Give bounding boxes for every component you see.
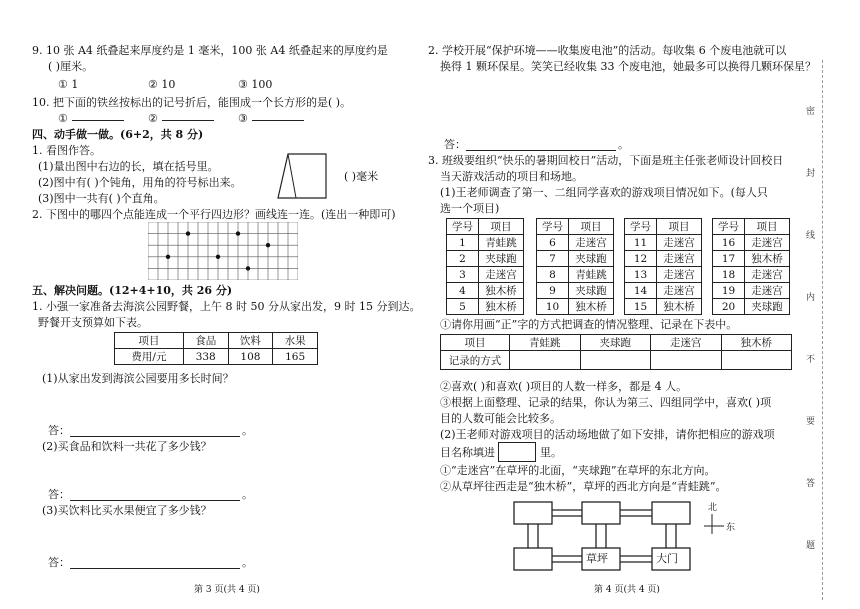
survey-cell: 19	[713, 283, 745, 299]
survey-cell: 4	[447, 283, 479, 299]
q9-option-1: ① 1	[58, 78, 79, 91]
survey-cell: 走迷宫	[657, 283, 702, 299]
survey-cell: 独木桥	[479, 283, 524, 299]
record-input-cell[interactable]	[651, 351, 722, 370]
answer-period-3: 。	[242, 556, 253, 569]
budget-header-cell: 水果	[273, 333, 318, 349]
survey-cell: 15	[625, 299, 657, 315]
answer-period-2: 。	[242, 488, 253, 501]
r-q3-line3: (1)王老师调查了第一、二组同学喜欢的游戏项目情况如下。(每人只	[440, 186, 768, 199]
budget-header-cell: 项目	[115, 333, 184, 349]
r-q3-c2: ②喜欢( )和喜欢( )项目的人数一样多，都是 4 人。	[440, 380, 688, 393]
survey-table	[536, 218, 614, 315]
trapezoid-figure	[276, 150, 338, 204]
s4-q1: 1. 看图作答。	[32, 144, 101, 157]
record-input-cell[interactable]	[580, 351, 651, 370]
survey-header-cell: 学号	[537, 219, 569, 235]
r-q2-line1: 2. 学校开展“保护环境——收集废电池”的活动。每收集 6 个废电池就可以	[428, 44, 787, 57]
grid-point[interactable]	[266, 243, 270, 247]
survey-cell: 1	[447, 235, 479, 251]
binding-margin-char: 答	[806, 479, 816, 489]
record-label-cell: 记录的方式	[441, 351, 510, 370]
survey-cell: 走迷宫	[745, 267, 790, 283]
s4-q1c: (3)图中一共有( )个直角。	[38, 192, 165, 205]
survey-header-cell: 项目	[569, 219, 614, 235]
record-header-cell: 独木桥	[721, 335, 792, 351]
survey-table	[712, 218, 790, 315]
survey-cell: 青蛙跳	[569, 267, 614, 283]
right-footer: 第 4 页(共 4 页)	[594, 585, 660, 595]
budget-header-cell: 食品	[183, 333, 228, 349]
s4-q2: 2. 下图中的哪四个点能连成一个平行四边形？画线连一连。(连出一种即可)	[32, 208, 396, 221]
survey-cell: 夹球跑	[569, 251, 614, 267]
venue-map	[488, 500, 728, 580]
binding-margin-line	[822, 60, 824, 600]
budget-cell: 165	[273, 349, 318, 365]
survey-cell: 8	[537, 267, 569, 283]
survey-cell: 走迷宫	[569, 235, 614, 251]
r-q3-p2c: 里。	[540, 446, 562, 459]
budget-cell: 338	[183, 349, 228, 365]
r-q3-c3a: ③根据上面整理、记录的结果，你认为第三、四组同学中，喜欢( )项	[440, 396, 772, 409]
survey-header-cell: 学号	[447, 219, 479, 235]
survey-cell: 11	[625, 235, 657, 251]
binding-margin-char: 封	[806, 169, 816, 179]
r-q3-line2: 当天游戏活动的项目和场地。	[440, 170, 583, 183]
grid-point[interactable]	[246, 266, 250, 270]
q9-text: 9. 10 张 A4 纸叠起来厚度约是 1 毫米，100 张 A4 纸叠起来的厚度约是	[32, 44, 388, 57]
survey-header-cell: 学号	[713, 219, 745, 235]
answer-line-3	[70, 568, 240, 569]
survey-cell: 夹球跑	[569, 283, 614, 299]
r-q3-p2a: (2)王老师对游戏项目的活动场地做了如下安排，请你把相应的游戏项	[440, 428, 775, 441]
survey-cell: 6	[537, 235, 569, 251]
answer-period-1: 。	[242, 424, 253, 437]
survey-cell: 青蛙跳	[479, 235, 524, 251]
survey-cell: 3	[447, 267, 479, 283]
survey-cell: 10	[537, 299, 569, 315]
survey-cell: 17	[713, 251, 745, 267]
record-table	[440, 334, 792, 370]
wire-3	[252, 120, 304, 121]
answer-label-2: 答：	[48, 488, 70, 501]
survey-cell: 12	[625, 251, 657, 267]
record-header-cell: 走迷宫	[651, 335, 722, 351]
q10-option-3: ③	[238, 112, 248, 125]
r-q3-line4: 选一个项目)	[440, 202, 500, 215]
budget-cell: 108	[228, 349, 273, 365]
budget-cell: 费用/元	[115, 349, 184, 365]
survey-cell: 走迷宫	[657, 235, 702, 251]
r-q2-answer-period: 。	[618, 138, 629, 151]
section-4-title: 四、动手做一做。(6+2，共 8 分)	[32, 128, 204, 141]
survey-header-cell: 学号	[625, 219, 657, 235]
answer-label-1: 答：	[48, 424, 70, 437]
r-q3-c3b: 目的人数可能会比较多。	[440, 412, 561, 425]
survey-cell: 20	[713, 299, 745, 315]
survey-cell: 独木桥	[479, 299, 524, 315]
answer-line-1	[70, 436, 240, 437]
survey-cell: 9	[537, 283, 569, 299]
s5-sub2: (2)买食品和饮料一共花了多少钱？	[42, 440, 212, 453]
survey-header-cell: 项目	[479, 219, 524, 235]
binding-margin-char: 密	[806, 107, 816, 117]
q10-option-1: ①	[58, 112, 68, 125]
r-q2-answer-line	[466, 150, 616, 151]
survey-cell: 2	[447, 251, 479, 267]
survey-cell: 13	[625, 267, 657, 283]
binding-margin-char: 要	[806, 417, 816, 427]
r-q3-line1: 3. 班级要组织“快乐的暑期回校日”活动，下面是班主任张老师设计回校日	[428, 154, 784, 167]
record-input-cell[interactable]	[721, 351, 792, 370]
q9-option-3: ③ 100	[238, 78, 273, 91]
wire-2	[162, 120, 214, 121]
survey-cell: 7	[537, 251, 569, 267]
r-q3-c1: ①请你用画“正”字的方式把调查的情况整理、记录在下表中。	[440, 318, 738, 331]
grid-point[interactable]	[166, 255, 170, 259]
grid-point[interactable]	[216, 255, 220, 259]
dot-grid	[148, 222, 298, 280]
record-input-cell[interactable]	[510, 351, 581, 370]
r-q2-answer-label: 答：	[444, 138, 466, 151]
grid-point[interactable]	[186, 231, 190, 235]
s5-sub3: (3)买饮料比买水果便宜了多少钱？	[42, 504, 212, 517]
map-gate-label: 大门	[656, 552, 678, 565]
survey-cell: 5	[447, 299, 479, 315]
example-fill-box	[498, 442, 536, 462]
binding-margin-char: 不	[806, 355, 816, 365]
section-5-title: 五、解决问题。(12+4+10，共 26 分)	[32, 284, 233, 297]
r-q3-d1: ①“走迷宫”在草坪的北面，“夹球跑”在草坪的东北方向。	[440, 464, 716, 477]
survey-header-cell: 项目	[657, 219, 702, 235]
budget-header-cell: 饮料	[228, 333, 273, 349]
survey-cell: 夹球跑	[479, 251, 524, 267]
s5-q1: 1. 小强一家准备去海滨公园野餐，上午 8 时 50 分从家出发，9 时 15 分到达。	[32, 300, 421, 313]
q9-option-2: ② 10	[148, 78, 176, 91]
answer-line-2	[70, 500, 240, 501]
survey-cell: 14	[625, 283, 657, 299]
survey-cell: 走迷宫	[745, 235, 790, 251]
survey-cell: 16	[713, 235, 745, 251]
record-header-cell: 夹球跑	[580, 335, 651, 351]
compass-east: 东	[726, 523, 736, 533]
budget-table	[114, 332, 318, 365]
r-q2-line2: 换得 1 颗环保星。笑笑已经收集 33 个废电池，她最多可以换得几颗环保星？	[440, 60, 816, 73]
wire-1	[72, 120, 124, 121]
survey-cell: 走迷宫	[657, 267, 702, 283]
binding-margin-char: 内	[806, 293, 816, 303]
answer-label-3: 答：	[48, 556, 70, 569]
record-header-cell: 项目	[441, 335, 510, 351]
left-footer: 第 3 页(共 4 页)	[194, 585, 260, 595]
survey-table	[446, 218, 524, 315]
survey-cell: 走迷宫	[479, 267, 524, 283]
survey-cell: 独木桥	[569, 299, 614, 315]
r-q3-d2: ②从草坪往西走是“独木桥”，草坪的西北方向是“青蛙跳”。	[440, 480, 727, 493]
record-header-cell: 青蛙跳	[510, 335, 581, 351]
survey-cell: 走迷宫	[745, 283, 790, 299]
q10-text: 10. 把下面的铁丝按标出的记号折后，能围成一个长方形的是( )。	[32, 96, 352, 109]
survey-cell: 18	[713, 267, 745, 283]
survey-header-cell: 项目	[745, 219, 790, 235]
r-q3-p2b: 目名称填进	[440, 446, 495, 459]
survey-cell: 独木桥	[745, 251, 790, 267]
survey-cell: 走迷宫	[657, 251, 702, 267]
map-lawn-label: 草坪	[586, 552, 608, 565]
grid-point[interactable]	[236, 231, 240, 235]
survey-table	[624, 218, 702, 315]
q10-option-2: ②	[148, 112, 158, 125]
s4-q1-unit: ( )毫米	[344, 170, 379, 183]
survey-cell: 独木桥	[657, 299, 702, 315]
compass-north: 北	[708, 503, 718, 513]
s4-q1b: (2)图中有( )个钝角，用角的符号标出来。	[38, 176, 242, 189]
s5-sub1: (1)从家出发到海滨公园要用多长时间？	[42, 372, 234, 385]
q9-blank: ( )厘米。	[48, 60, 94, 73]
s5-q1b: 野餐开支预算如下表。	[38, 316, 148, 329]
binding-margin-char: 线	[806, 231, 816, 241]
s4-q1a: (1)量出图中右边的长，填在括号里。	[38, 160, 219, 173]
survey-cell: 夹球跑	[745, 299, 790, 315]
binding-margin-char: 题	[806, 541, 816, 551]
